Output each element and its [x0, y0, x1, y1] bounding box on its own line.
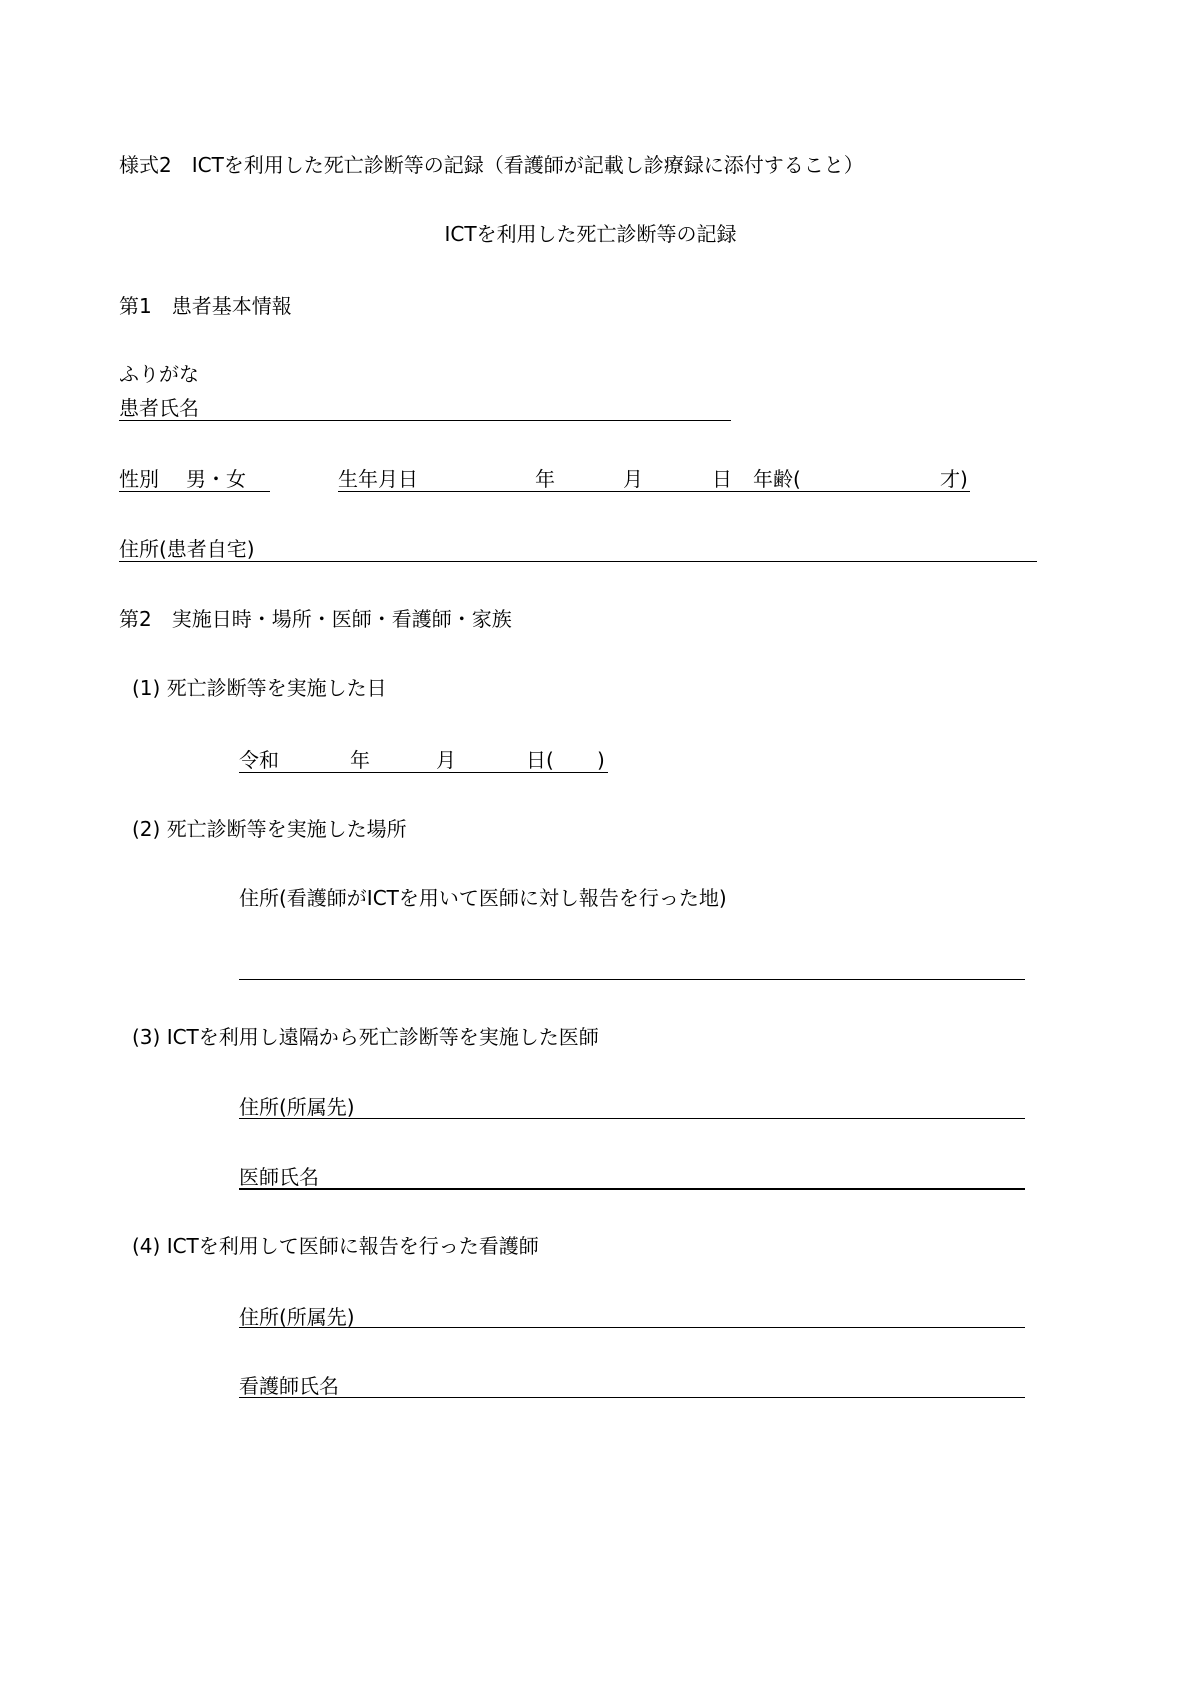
doctor-name-field[interactable]	[239, 1188, 1025, 1190]
place-address-field[interactable]	[239, 979, 1025, 980]
item2-label: (2) 死亡診断等を実施した場所	[132, 817, 407, 841]
section1-heading: 第1 患者基本情報	[119, 294, 292, 318]
item3-label: (3) ICTを利用し遠隔から死亡診断等を実施した医師	[132, 1025, 599, 1049]
nurse-name-field[interactable]	[239, 1397, 1025, 1398]
weekday-close: )	[597, 748, 605, 772]
patient-name-label: 患者氏名	[119, 396, 199, 420]
birth-year-unit: 年	[535, 467, 555, 491]
form-header: 様式2 ICTを利用した死亡診断等の記録（看護師が記載し診療録に添付すること）	[119, 153, 864, 177]
doctor-address-field[interactable]	[239, 1118, 1025, 1119]
sex-label: 性別	[119, 467, 159, 491]
date-field[interactable]	[239, 772, 608, 773]
era-label: 令和	[239, 748, 279, 772]
doctor-address-label: 住所(所属先)	[239, 1095, 355, 1119]
address-label: 住所(患者自宅)	[119, 537, 255, 561]
doctor-name-label: 医師氏名	[239, 1165, 319, 1189]
sex-field	[119, 491, 270, 492]
address-field[interactable]	[119, 561, 1037, 562]
age-label: 年齢(	[753, 467, 801, 491]
nurse-address-field[interactable]	[239, 1327, 1025, 1328]
nurse-name-label: 看護師氏名	[239, 1374, 339, 1398]
furigana-label: ふりがな	[119, 362, 199, 386]
sex-options[interactable]: 男・女	[186, 467, 246, 491]
item1-label: (1) 死亡診断等を実施した日	[132, 676, 387, 700]
birth-day-unit: 日	[712, 467, 732, 491]
item4-label: (4) ICTを利用して医師に報告を行った看護師	[132, 1234, 539, 1258]
date-year-unit: 年	[350, 748, 370, 772]
document-title: ICTを利用した死亡診断等の記録	[444, 222, 737, 246]
section2-heading: 第2 実施日時・場所・医師・看護師・家族	[119, 607, 512, 631]
place-address-label: 住所(看護師がICTを用いて医師に対し報告を行った地)	[239, 886, 727, 910]
nurse-address-label: 住所(所属先)	[239, 1305, 355, 1329]
patient-name-field[interactable]	[119, 420, 731, 421]
age-suffix: 才)	[940, 467, 968, 491]
date-month-unit: 月	[436, 748, 456, 772]
birthdate-field[interactable]	[338, 491, 970, 492]
date-day-unit: 日(	[526, 748, 554, 772]
birthdate-label: 生年月日	[338, 467, 418, 491]
birth-month-unit: 月	[623, 467, 643, 491]
